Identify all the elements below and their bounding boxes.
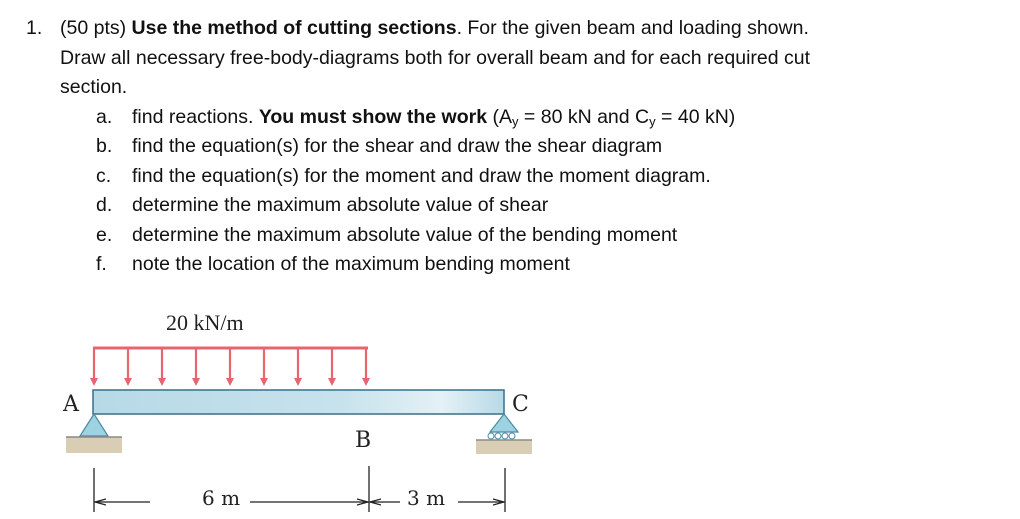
problem-line-1 [26, 14, 1006, 44]
task-item-e [96, 221, 1006, 251]
roller-support-c [476, 414, 532, 454]
beam [93, 390, 504, 414]
point-a-label: A [63, 392, 79, 417]
task-text: find the equation(s) for the shear and draw the shear diagram [132, 135, 663, 157]
task-text: find reactions. [132, 105, 259, 128]
task-item-a [96, 103, 1006, 133]
task-emphasis: You must show the work [258, 105, 488, 128]
beam-diagram [0, 300, 560, 519]
problem-method: Use the method of cutting sections [131, 17, 457, 39]
task-text: find the equation(s) for the moment and draw the moment diagram. [132, 164, 711, 187]
subscript: y [512, 113, 519, 129]
task-text: determine the maximum absolute value of the bending moment [132, 223, 678, 246]
load-arrows [94, 348, 366, 382]
beam-figure [0, 300, 560, 519]
task-item-c [96, 162, 1006, 192]
problem-line-2: Draw all necessary free-body-diagrams both for overall beam and for each required cut [60, 46, 811, 69]
task-text: note the location of the maximum bending moment [132, 253, 570, 275]
task-text: (A [487, 105, 512, 128]
task-letter: d. [96, 194, 113, 216]
task-letter: a. [96, 105, 113, 128]
task-list [26, 103, 1006, 280]
task-item-f [96, 250, 1006, 280]
problem-number: 1. [26, 17, 43, 39]
point-c-label: C [512, 392, 529, 417]
point-b-label: B [355, 428, 372, 453]
task-letter: b. [96, 135, 113, 157]
task-item-b [96, 132, 1006, 162]
problem-points: (50 pts) [60, 17, 127, 39]
problem-line-3: section. [60, 76, 128, 98]
task-text: = 80 kN and C [518, 105, 650, 128]
span-ab-label: 6 m [199, 486, 243, 510]
distributed-load-label: 20 kN/m [166, 310, 244, 335]
task-item-d [96, 191, 1006, 221]
span-bc-label: 3 m [404, 486, 448, 510]
subscript: y [649, 113, 656, 129]
task-letter: f. [96, 253, 107, 275]
problem-statement [26, 14, 1006, 280]
task-text: determine the maximum absolute value of shear [132, 194, 549, 216]
task-text: = 40 kN) [655, 105, 736, 128]
problem-intro-rest: . For the given beam and loading shown. [456, 17, 809, 39]
task-letter: c. [96, 164, 112, 187]
task-letter: e. [96, 223, 113, 246]
pin-support-a [66, 414, 122, 453]
